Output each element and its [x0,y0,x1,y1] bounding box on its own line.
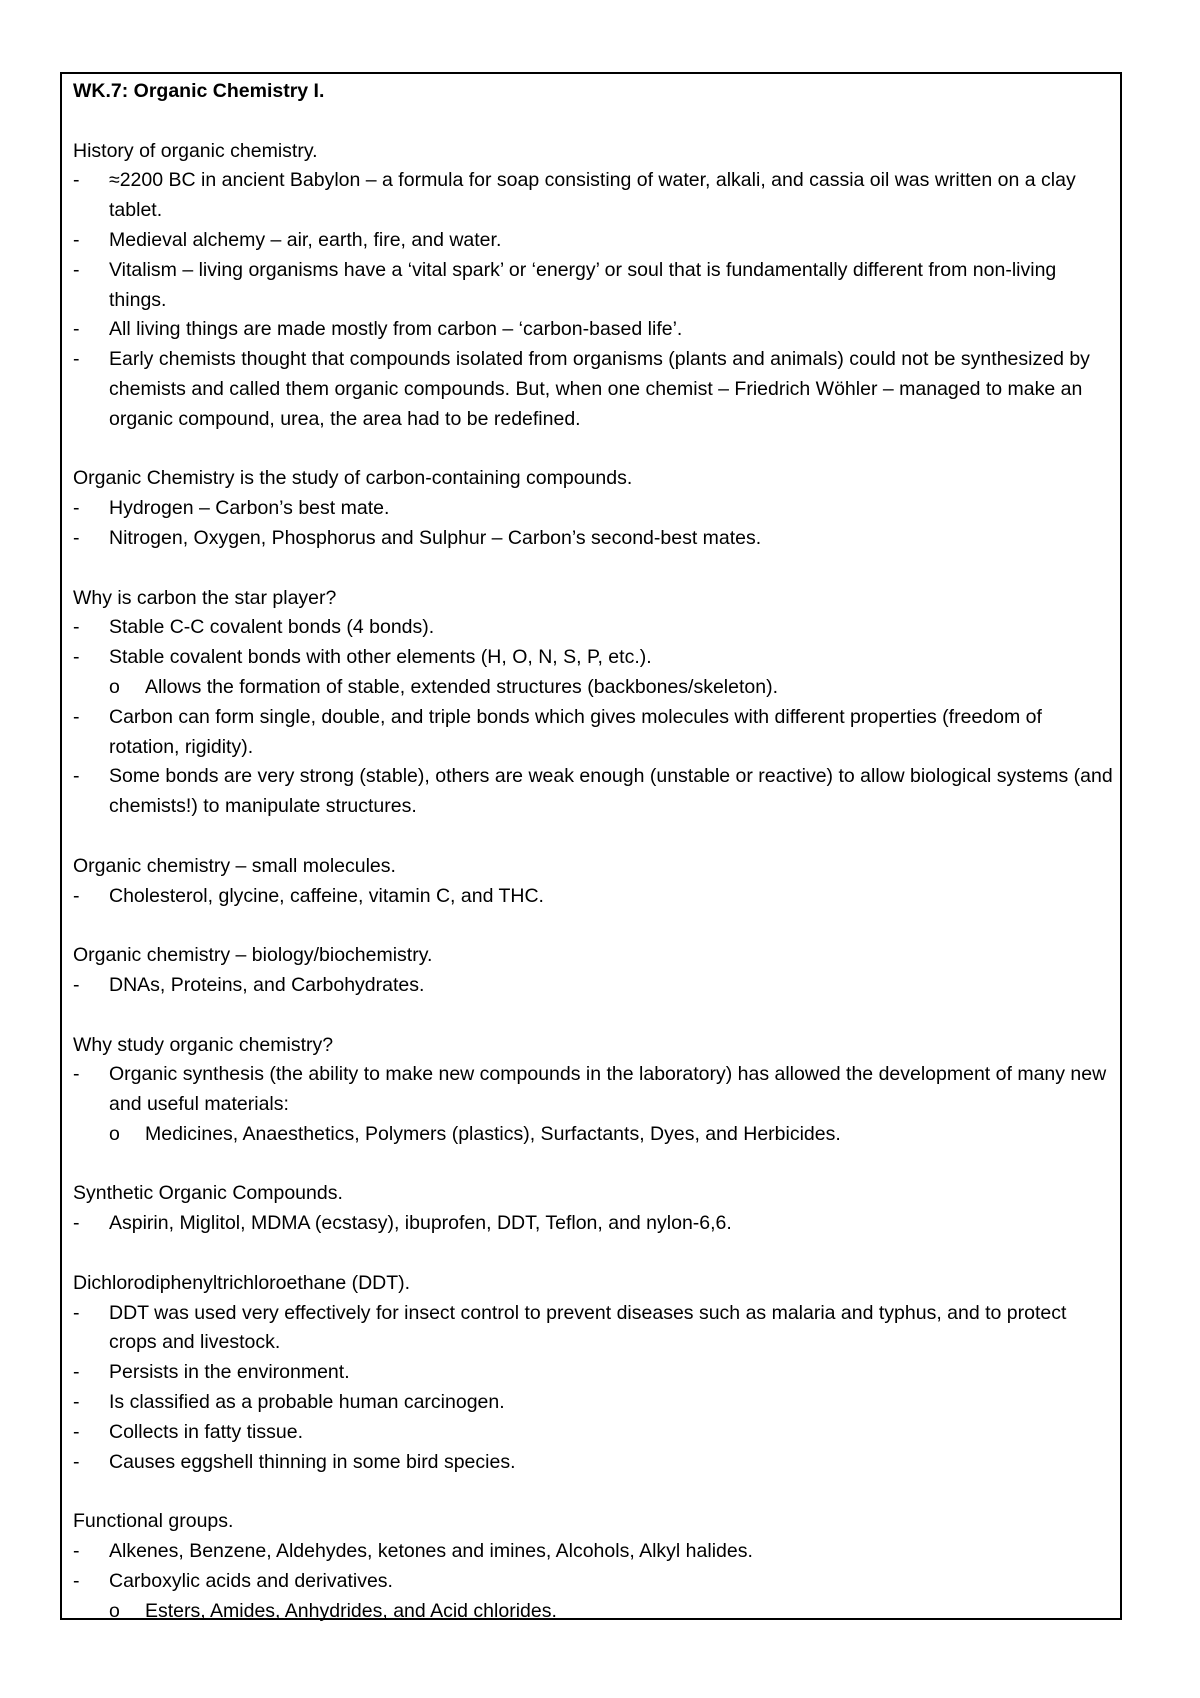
section-heading: Organic chemistry – small molecules. [73,854,396,877]
sub-list-item-text: Esters, Amides, Anhydrides, and Acid chlorides. [145,1599,557,1622]
list-item [73,226,1113,256]
bullet-list [73,613,1113,822]
list-item-text: Carboxylic acids and derivatives. [109,1569,393,1592]
list-item [73,762,1113,822]
circle-marker: o [109,675,120,698]
list-item [73,166,1113,226]
sub-list-item-text: Medicines, Anaesthetics, Polymers (plastics), Surfactants, Dyes, and Herbicides. [145,1122,841,1145]
list-item-text: Alkenes, Benzene, Aldehydes, ketones and imines, Alcohols, Alkyl halides. [109,1540,753,1563]
list-item-text: Causes eggshell thinning in some bird species. [109,1450,516,1473]
list-item [73,1418,1113,1448]
sub-list-item [109,1597,1113,1627]
page-title: WK.7: Organic Chemistry I. [73,80,325,102]
list-item-text: Cholesterol, glycine, caffeine, vitamin C, and THC. [109,884,544,907]
dash-marker: - [73,616,80,639]
dash-marker: - [73,1301,80,1324]
list-item-text: Persists in the environment. [109,1361,350,1384]
section-heading: Dichlorodiphenyltrichloroethane (DDT). [73,1271,411,1294]
list-item-text: Vitalism – living organisms have a ‘vital spark’ or ‘energy’ or soul that is fundamentally different from non-living things. [109,258,1057,311]
sub-list [109,673,1113,703]
list-item [73,971,1113,1001]
list-item-text: Is classified as a probable human carcinogen. [109,1391,505,1414]
list-item [73,1537,1113,1567]
sub-list-item-text: Allows the formation of stable, extended structures (backbones/skeleton). [145,675,778,698]
dash-marker: - [73,526,80,549]
dash-marker: - [73,646,80,669]
list-item [73,315,1113,345]
list-item-text: Stable C-C covalent bonds (4 bonds). [109,616,435,639]
list-item [73,256,1113,316]
section [73,137,1113,435]
section-heading: Organic Chemistry is the study of carbon-containing compounds. [73,467,633,490]
list-item [73,613,1113,643]
dash-marker: - [73,169,80,192]
section-heading: Functional groups. [73,1510,234,1533]
bullet-list [73,1537,1113,1626]
sub-list [109,1120,1113,1150]
bullet-list [73,166,1113,434]
dash-marker: - [73,1420,80,1443]
dash-marker: - [73,258,80,281]
circle-marker: o [109,1122,120,1145]
list-item-text: Organic synthesis (the ability to make new compounds in the laboratory) has allowed the development of many new and useful materials: [109,1063,1107,1116]
dash-marker: - [73,973,80,996]
list-item-text: Carbon can form single, double, and triple bonds which gives molecules with different properties (freedom of rotation, rigidity). [109,705,1042,758]
list-item-text: Hydrogen – Carbon’s best mate. [109,497,390,520]
list-item-text: Nitrogen, Oxygen, Phosphorus and Sulphur – Carbon’s second-best mates. [109,526,762,549]
list-item [73,1358,1113,1388]
section-heading: Why is carbon the star player? [73,586,337,609]
dash-marker: - [73,497,80,520]
bullet-list [73,1299,1113,1478]
bullet-list [73,1060,1113,1149]
dash-marker: - [73,318,80,341]
bullet-list [73,882,1113,912]
list-item [73,524,1113,554]
dash-marker: - [73,1540,80,1563]
list-item-text: DDT was used very effectively for insect control to prevent diseases such as malaria and typhus, and to protect crops and livestock. [109,1301,1067,1354]
dash-marker: - [73,884,80,907]
section [73,852,1113,912]
bullet-list [73,494,1113,554]
list-item [73,1448,1113,1478]
list-item [73,1567,1113,1627]
list-item [73,643,1113,703]
list-item [73,1388,1113,1418]
dash-marker: - [73,1569,80,1592]
list-item [73,1060,1113,1149]
section-heading: Synthetic Organic Compounds. [73,1182,343,1205]
section [73,584,1113,822]
dash-marker: - [73,1361,80,1384]
list-item-text: Collects in fatty tissue. [109,1420,303,1443]
dash-marker: - [73,1212,80,1235]
list-item-text: ≈2200 BC in ancient Babylon – a formula for soap consisting of water, alkali, and cassia oil was written on a clay tablet. [109,169,1076,222]
section [73,1179,1113,1239]
section [73,1507,1113,1626]
circle-marker: o [109,1599,120,1622]
section [73,464,1113,553]
sections [73,137,1113,1627]
list-item-text: Medieval alchemy – air, earth, fire, and water. [109,228,502,251]
dash-marker: - [73,705,80,728]
section [73,941,1113,1001]
section-heading: History of organic chemistry. [73,139,318,162]
list-item [73,345,1113,434]
dash-marker: - [73,1391,80,1414]
list-item-text: Stable covalent bonds with other elements (H, O, N, S, P, etc.). [109,646,652,669]
dash-marker: - [73,228,80,251]
section [73,1031,1113,1150]
list-item-text: Early chemists thought that compounds isolated from organisms (plants and animals) could not be synthesized by chemists and called them organic compounds. But, when one chemist – Friedrich Wöhler – managed to make an organic compound, urea, the area had to be redefined. [109,348,1090,430]
dash-marker: - [73,1063,80,1086]
section-heading: Why study organic chemistry? [73,1033,334,1056]
bullet-list [73,1209,1113,1239]
document-body [73,77,1113,1656]
list-item [73,882,1113,912]
list-item-text: DNAs, Proteins, and Carbohydrates. [109,973,425,996]
dash-marker: - [73,1450,80,1473]
sub-list-item [109,1120,1113,1150]
dash-marker: - [73,348,80,371]
list-item-text: Aspirin, Miglitol, MDMA (ecstasy), ibuprofen, DDT, Teflon, and nylon-6,6. [109,1212,732,1235]
sub-list [109,1597,1113,1627]
list-item [73,1299,1113,1359]
section-heading: Organic chemistry – biology/biochemistry. [73,944,433,967]
list-item-text: Some bonds are very strong (stable), others are weak enough (unstable or reactive) to allow biological systems (and chemists!) to manipulate structures. [109,765,1113,818]
sub-list-item [109,673,1113,703]
list-item [73,1209,1113,1239]
bullet-list [73,971,1113,1001]
list-item-text: All living things are made mostly from carbon – ‘carbon-based life’. [109,318,683,341]
dash-marker: - [73,765,80,788]
list-item [73,703,1113,763]
list-item [73,494,1113,524]
section [73,1269,1113,1478]
